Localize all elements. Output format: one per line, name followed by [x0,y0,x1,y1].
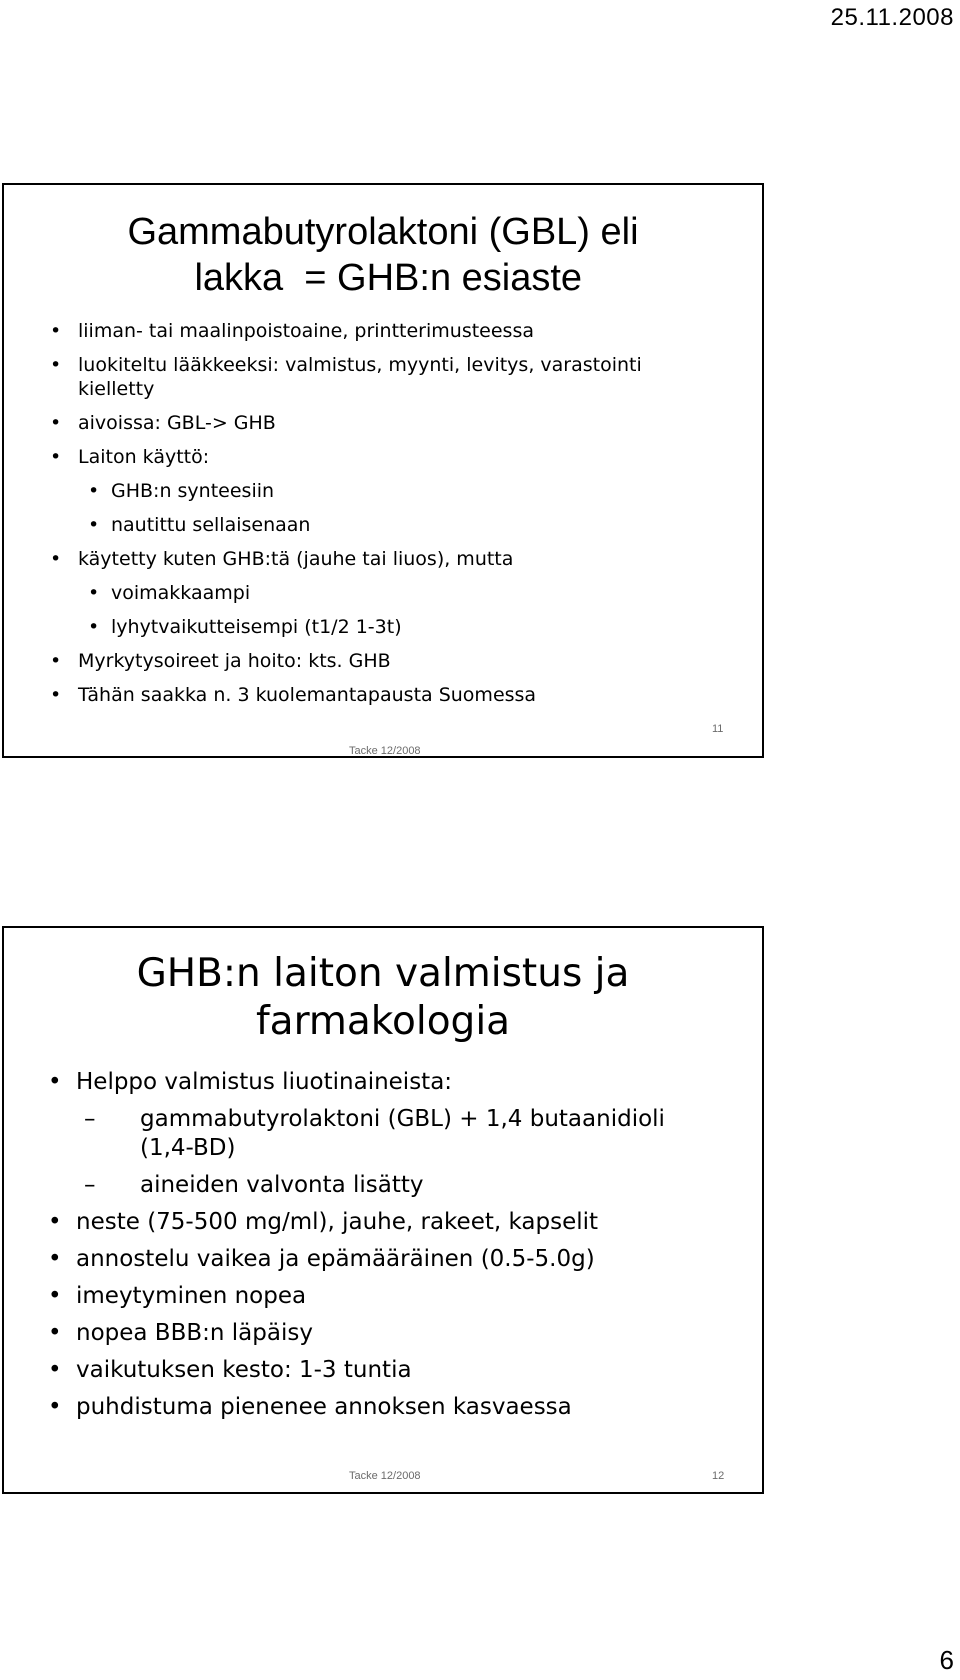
bullet-item: • aivoissa: GBL-> GHB [4,411,762,435]
bullet-item: • vaikutuksen kesto: 1-3 tuntia [4,1356,762,1385]
sub-bullet-item: • voimakkaampi [4,581,762,605]
bullet-item: • Myrkytysoireet ja hoito: kts. GHB [4,649,762,673]
title-line-2: farmakologia [255,998,511,1044]
sub-bullet-item: • GHB:n synteesiin [4,479,762,503]
bullet-item: • Helppo valmistus liuotinaineista: [4,1068,762,1097]
title-line-2: lakka = GHB:n esiaste [183,257,583,300]
sub-bullet-item: – gammabutyrolaktoni (GBL) + 1,4 butaanidioli (1,4-BD) [4,1105,762,1163]
slide-number: 11 [712,723,724,735]
slide-title [4,950,762,1045]
bullet-item: • neste (75-500 mg/ml), jauhe, rakeet, kapselit [4,1208,762,1237]
header-date: 25.11.2008 [830,4,954,31]
slide-12 [2,926,764,1494]
bullet-item: • imeytyminen nopea [4,1282,762,1311]
slide-footer: Tacke 12/2008 [349,1470,421,1482]
sub-bullet-item: • nautittu sellaisenaan [4,513,762,537]
bullet-list [4,319,762,717]
bullet-item: • Tähän saakka n. 3 kuolemantapausta Suomessa [4,683,762,707]
bullet-item: • annostelu vaikea ja epämääräinen (0.5-5.0g) [4,1245,762,1274]
sub-bullet-item: • lyhytvaikutteisempi (t1/2 1-3t) [4,615,762,639]
slide-title [4,209,762,302]
title-line-1: GHB:n laiton valmistus ja [136,951,630,996]
bullet-item: • luokiteltu lääkkeeksi: valmistus, myynti, levitys, varastointi kielletty [4,353,762,401]
sub-bullet-item: – aineiden valvonta lisätty [4,1171,762,1200]
bullet-list [4,1068,762,1430]
slide-footer: Tacke 12/2008 [349,745,421,757]
bullet-item: • nopea BBB:n läpäisy [4,1319,762,1348]
bullet-item: • liiman- tai maalinpoistoaine, printterimusteessa [4,319,762,343]
slide-number: 12 [712,1470,725,1482]
slide-11 [2,183,764,758]
bullet-item: • Laiton käyttö: [4,445,762,469]
title-line-1: Gammabutyrolaktoni (GBL) eli [127,211,639,253]
page-number: 6 [939,1645,954,1675]
bullet-item: • käytetty kuten GHB:tä (jauhe tai liuos), mutta [4,547,762,571]
bullet-item: • puhdistuma pienenee annoksen kasvaessa [4,1393,762,1422]
